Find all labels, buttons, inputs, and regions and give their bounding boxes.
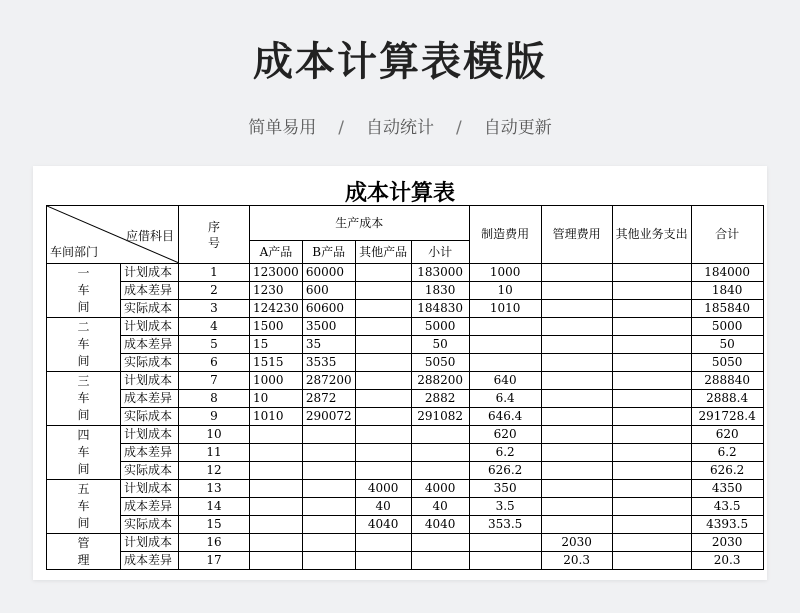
management-cell	[541, 318, 612, 336]
header-total: 合计	[691, 206, 763, 264]
table-row	[47, 318, 764, 336]
table-row	[47, 354, 764, 372]
other-business-cell	[612, 300, 691, 318]
product-a-cell: 123000	[250, 264, 303, 282]
item-cell: 计划成本	[121, 264, 179, 282]
manufacturing-cell: 353.5	[469, 516, 541, 534]
other-product-cell	[355, 282, 411, 300]
seq-cell: 13	[179, 480, 250, 498]
tagline-easy: 简单易用	[248, 118, 317, 138]
spreadsheet-preview	[33, 166, 767, 580]
product-b-cell: 600	[302, 282, 355, 300]
header-production-cost: 生产成本	[250, 206, 470, 241]
department-name-char: 车	[77, 499, 90, 513]
product-a-cell	[250, 444, 303, 462]
total-cell: 20.3	[691, 552, 763, 570]
department-cell	[47, 534, 121, 570]
product-a-cell: 10	[250, 390, 303, 408]
total-cell: 5000	[691, 318, 763, 336]
manufacturing-cell	[469, 336, 541, 354]
total-cell: 291728.4	[691, 408, 763, 426]
seq-cell: 17	[179, 552, 250, 570]
seq-cell: 1	[179, 264, 250, 282]
table-row	[47, 372, 764, 390]
product-b-cell: 60000	[302, 264, 355, 282]
other-business-cell	[612, 336, 691, 354]
product-a-cell: 1010	[250, 408, 303, 426]
subtotal-cell: 184830	[411, 300, 469, 318]
other-business-cell	[612, 552, 691, 570]
department-cell	[47, 372, 121, 426]
product-b-cell	[302, 552, 355, 570]
seq-cell: 9	[179, 408, 250, 426]
header-management: 管理费用	[541, 206, 612, 264]
corner-department-label: 车间部门	[50, 245, 99, 259]
subtotal-cell	[411, 534, 469, 552]
total-cell: 6.2	[691, 444, 763, 462]
department-name-char: 管	[77, 535, 90, 550]
department-cell	[47, 264, 121, 318]
management-cell	[541, 498, 612, 516]
department-cell	[47, 480, 121, 534]
other-product-cell	[355, 390, 411, 408]
product-b-cell	[302, 462, 355, 480]
department-name-char: 理	[77, 552, 90, 567]
item-cell: 计划成本	[121, 426, 179, 444]
tagline-auto-update: 自动更新	[483, 118, 552, 138]
other-product-cell: 4040	[355, 516, 411, 534]
table-row	[47, 462, 764, 480]
seq-cell: 3	[179, 300, 250, 318]
department-name-char: 车	[77, 391, 90, 405]
total-cell: 184000	[691, 264, 763, 282]
table-row	[47, 300, 764, 318]
corner-account-label: 应借科目	[125, 229, 174, 243]
product-b-cell: 3500	[302, 318, 355, 336]
total-cell: 2888.4	[691, 390, 763, 408]
department-name-char: 三	[77, 374, 90, 388]
other-product-cell	[355, 336, 411, 354]
subtotal-cell: 288200	[411, 372, 469, 390]
header-subtotal: 小计	[411, 241, 469, 264]
other-product-cell	[355, 444, 411, 462]
item-cell: 成本差异	[121, 498, 179, 516]
item-cell: 实际成本	[121, 300, 179, 318]
table-row	[47, 498, 764, 516]
item-cell: 实际成本	[121, 408, 179, 426]
table-row	[47, 426, 764, 444]
product-a-cell	[250, 462, 303, 480]
department-cell	[47, 318, 121, 372]
product-b-cell: 35	[302, 336, 355, 354]
management-cell	[541, 354, 612, 372]
other-product-cell	[355, 372, 411, 390]
sheet-title: 成本计算表	[344, 180, 455, 206]
subtotal-cell	[411, 462, 469, 480]
department-name-char: 四	[77, 428, 90, 442]
seq-cell: 4	[179, 318, 250, 336]
header-manufacturing: 制造费用	[469, 206, 541, 264]
item-cell: 实际成本	[121, 516, 179, 534]
item-cell: 计划成本	[121, 534, 179, 552]
subtotal-cell	[411, 426, 469, 444]
management-cell: 2030	[541, 534, 612, 552]
subtotal-cell: 5050	[411, 354, 469, 372]
other-business-cell	[612, 462, 691, 480]
product-a-cell	[250, 426, 303, 444]
table-row	[47, 444, 764, 462]
management-cell	[541, 264, 612, 282]
item-cell: 实际成本	[121, 354, 179, 372]
table-row	[47, 390, 764, 408]
table-row	[47, 282, 764, 300]
manufacturing-cell: 1000	[469, 264, 541, 282]
product-b-cell	[302, 516, 355, 534]
product-b-cell: 287200	[302, 372, 355, 390]
other-business-cell	[612, 372, 691, 390]
table-row	[47, 264, 764, 282]
total-cell: 620	[691, 426, 763, 444]
manufacturing-cell: 620	[469, 426, 541, 444]
item-cell: 计划成本	[121, 480, 179, 498]
product-a-cell: 1230	[250, 282, 303, 300]
subtotal-cell: 40	[411, 498, 469, 516]
subtotal-cell	[411, 444, 469, 462]
department-name-char: 间	[77, 408, 90, 422]
seq-cell: 6	[179, 354, 250, 372]
product-a-cell: 1500	[250, 318, 303, 336]
product-b-cell	[302, 498, 355, 516]
seq-cell: 10	[179, 426, 250, 444]
subtotal-cell: 2882	[411, 390, 469, 408]
department-name-char: 间	[77, 516, 90, 530]
other-business-cell	[612, 534, 691, 552]
manufacturing-cell	[469, 318, 541, 336]
manufacturing-cell: 10	[469, 282, 541, 300]
subtotal-cell: 183000	[411, 264, 469, 282]
other-business-cell	[612, 318, 691, 336]
cost-table	[46, 205, 764, 570]
department-name-char: 一	[77, 266, 90, 280]
other-product-cell	[355, 264, 411, 282]
management-cell	[541, 444, 612, 462]
subtotal-cell: 50	[411, 336, 469, 354]
other-business-cell	[612, 426, 691, 444]
product-a-cell: 124230	[250, 300, 303, 318]
management-cell	[541, 282, 612, 300]
header-product-b: B产品	[302, 241, 355, 264]
table-row	[47, 516, 764, 534]
subtotal-cell: 5000	[411, 318, 469, 336]
manufacturing-cell	[469, 534, 541, 552]
corner-header-cell	[47, 206, 179, 264]
manufacturing-cell: 1010	[469, 300, 541, 318]
seq-cell: 7	[179, 372, 250, 390]
other-business-cell	[612, 282, 691, 300]
manufacturing-cell	[469, 354, 541, 372]
department-name-char: 二	[77, 320, 90, 334]
management-cell	[541, 516, 612, 534]
other-product-cell	[355, 552, 411, 570]
table-row	[47, 534, 764, 552]
other-product-cell	[355, 426, 411, 444]
total-cell: 43.5	[691, 498, 763, 516]
product-b-cell: 2872	[302, 390, 355, 408]
management-cell: 20.3	[541, 552, 612, 570]
other-business-cell	[612, 390, 691, 408]
manufacturing-cell: 640	[469, 372, 541, 390]
other-business-cell	[612, 354, 691, 372]
department-name-char: 间	[77, 300, 90, 314]
total-cell: 626.2	[691, 462, 763, 480]
header-seq	[179, 206, 250, 264]
management-cell	[541, 336, 612, 354]
subtotal-cell: 4040	[411, 516, 469, 534]
product-b-cell: 3535	[302, 354, 355, 372]
subtotal-cell: 291082	[411, 408, 469, 426]
product-a-cell	[250, 516, 303, 534]
header-seq-char: 序	[207, 219, 220, 234]
seq-cell: 2	[179, 282, 250, 300]
subtotal-cell: 1830	[411, 282, 469, 300]
total-cell: 5050	[691, 354, 763, 372]
item-cell: 实际成本	[121, 462, 179, 480]
item-cell: 成本差异	[121, 390, 179, 408]
seq-cell: 16	[179, 534, 250, 552]
page-title: 成本计算表模版	[253, 39, 547, 85]
manufacturing-cell: 3.5	[469, 498, 541, 516]
product-b-cell	[302, 444, 355, 462]
other-product-cell: 40	[355, 498, 411, 516]
product-a-cell: 1515	[250, 354, 303, 372]
department-name-char: 间	[77, 462, 90, 476]
table-row	[47, 480, 764, 498]
department-cell	[47, 426, 121, 480]
product-b-cell	[302, 426, 355, 444]
total-cell: 288840	[691, 372, 763, 390]
management-cell	[541, 300, 612, 318]
management-cell	[541, 426, 612, 444]
department-name-char: 车	[77, 283, 90, 297]
department-name-char: 五	[77, 482, 90, 496]
tagline-auto-stat: 自动统计	[366, 118, 434, 138]
total-cell: 1840	[691, 282, 763, 300]
manufacturing-cell: 646.4	[469, 408, 541, 426]
tagline-separator: /	[456, 118, 462, 138]
header-seq-char: 号	[207, 235, 220, 250]
other-business-cell	[612, 480, 691, 498]
seq-cell: 11	[179, 444, 250, 462]
seq-cell: 14	[179, 498, 250, 516]
management-cell	[541, 462, 612, 480]
management-cell	[541, 408, 612, 426]
total-cell: 2030	[691, 534, 763, 552]
product-b-cell	[302, 534, 355, 552]
header-other-product: 其他产品	[355, 241, 411, 264]
other-product-cell	[355, 408, 411, 426]
item-cell: 成本差异	[121, 444, 179, 462]
other-business-cell	[612, 444, 691, 462]
product-b-cell: 290072	[302, 408, 355, 426]
item-cell: 计划成本	[121, 372, 179, 390]
item-cell: 成本差异	[121, 282, 179, 300]
other-business-cell	[612, 264, 691, 282]
tagline-separator: /	[338, 118, 344, 138]
other-product-cell: 4000	[355, 480, 411, 498]
subtotal-cell: 4000	[411, 480, 469, 498]
other-product-cell	[355, 318, 411, 336]
management-cell	[541, 390, 612, 408]
other-product-cell	[355, 462, 411, 480]
management-cell	[541, 480, 612, 498]
seq-cell: 5	[179, 336, 250, 354]
manufacturing-cell	[469, 552, 541, 570]
other-product-cell	[355, 300, 411, 318]
table-row	[47, 552, 764, 570]
manufacturing-cell: 6.4	[469, 390, 541, 408]
product-a-cell	[250, 534, 303, 552]
department-name-char: 车	[77, 337, 90, 351]
manufacturing-cell: 6.2	[469, 444, 541, 462]
manufacturing-cell: 350	[469, 480, 541, 498]
product-b-cell: 60600	[302, 300, 355, 318]
seq-cell: 12	[179, 462, 250, 480]
product-a-cell	[250, 498, 303, 516]
seq-cell: 8	[179, 390, 250, 408]
header-row	[47, 206, 764, 241]
department-name-char: 间	[77, 354, 90, 368]
other-product-cell	[355, 534, 411, 552]
total-cell: 50	[691, 336, 763, 354]
tagline-bar	[0, 113, 800, 138]
manufacturing-cell: 626.2	[469, 462, 541, 480]
table-row	[47, 336, 764, 354]
item-cell: 成本差异	[121, 552, 179, 570]
department-name-char: 车	[77, 445, 90, 459]
product-a-cell: 15	[250, 336, 303, 354]
other-business-cell	[612, 498, 691, 516]
item-cell: 计划成本	[121, 318, 179, 336]
other-product-cell	[355, 354, 411, 372]
total-cell: 4350	[691, 480, 763, 498]
total-cell: 4393.5	[691, 516, 763, 534]
item-cell: 成本差异	[121, 336, 179, 354]
product-a-cell	[250, 552, 303, 570]
product-b-cell	[302, 480, 355, 498]
table-row	[47, 408, 764, 426]
header-product-a: A产品	[250, 241, 303, 264]
product-a-cell	[250, 480, 303, 498]
management-cell	[541, 372, 612, 390]
total-cell: 185840	[691, 300, 763, 318]
other-business-cell	[612, 516, 691, 534]
header-other-business: 其他业务支出	[612, 206, 691, 264]
product-a-cell: 1000	[250, 372, 303, 390]
other-business-cell	[612, 408, 691, 426]
subtotal-cell	[411, 552, 469, 570]
seq-cell: 15	[179, 516, 250, 534]
